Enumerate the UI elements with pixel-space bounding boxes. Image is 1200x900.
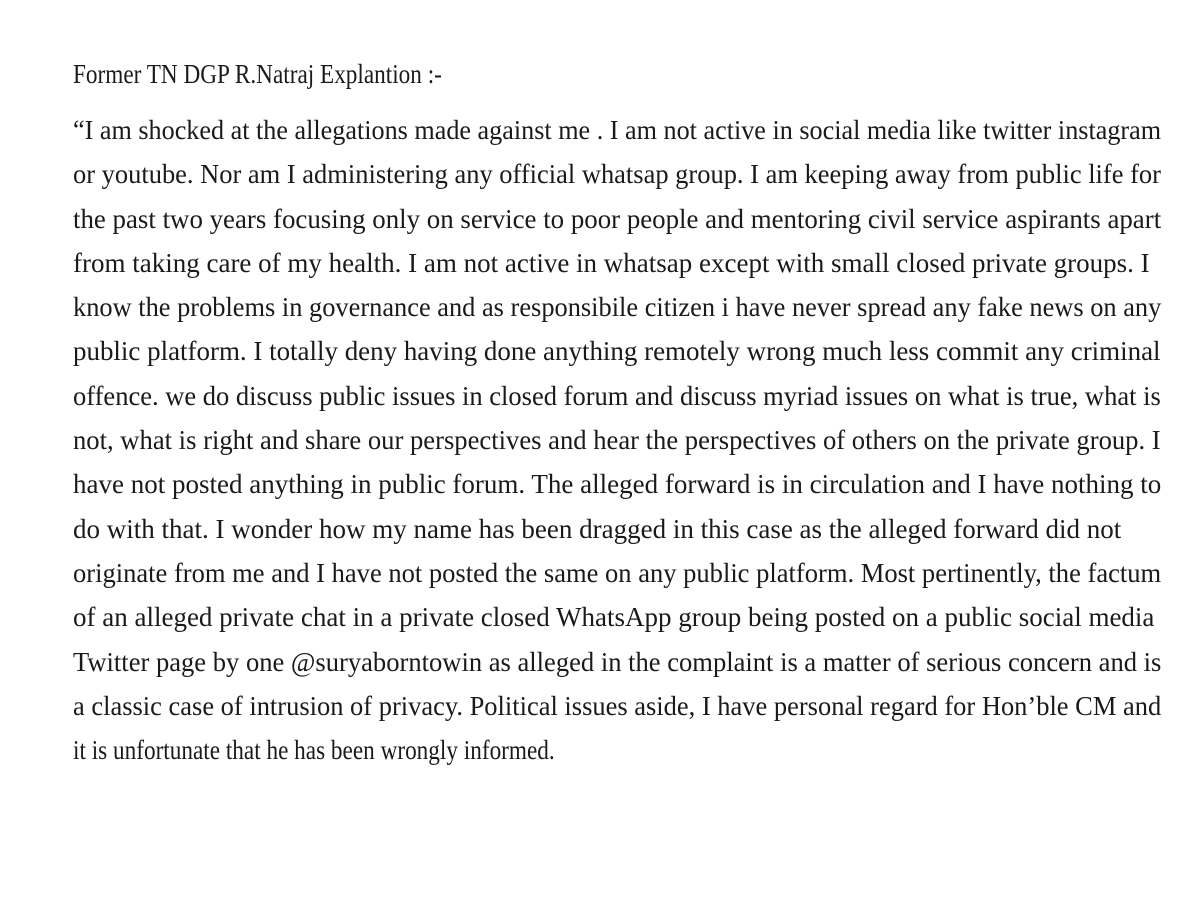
statement-line: it is unfortunate that he has been wrongly informed.: [73, 735, 555, 766]
statement-line: of an alleged private chat in a private closed WhatsApp group being posted on a public social media: [73, 602, 1155, 633]
statement-paragraph: [73, 108, 1161, 772]
document-page: [73, 56, 1161, 772]
statement-line: a classic case of intrusion of privacy. Political issues aside, I have personal regard for Hon’ble CM and: [73, 690, 1162, 721]
statement-line: “I am shocked at the allegations made against me . I am not active in social media like twitter instagram: [73, 115, 1162, 145]
statement-line: or youtube. Nor am I administering any official whatsap group. I am keeping away from public life for: [73, 159, 1161, 190]
statement-line: originate from me and I have not posted the same on any public platform. Most pertinently, the factum: [73, 557, 1162, 588]
statement-line: the past two years focusing only on service to poor people and mentoring civil service aspirants apart: [73, 203, 1162, 234]
statement-line: not, what is right and share our perspectives and hear the perspectives of others on the private group. I: [73, 425, 1161, 456]
statement-line: have not posted anything in public forum. The alleged forward is in circulation and I have nothing to: [73, 469, 1162, 500]
document-heading: Former TN DGP R.Natraj Explantion :-: [73, 59, 442, 89]
statement-line: know the problems in governance and as responsibile citizen i have never spread any fake news on any: [73, 292, 1162, 323]
statement-line: do with that. I wonder how my name has been dragged in this case as the alleged forward did not: [73, 513, 1122, 544]
statement-line: offence. we do discuss public issues in closed forum and discuss myriad issues on what is true, what is: [73, 380, 1161, 411]
statement-line: Twitter page by one @suryaborntowin as alleged in the complaint is a matter of serious concern and is: [73, 646, 1162, 677]
statement-line: from taking care of my health. I am not active in whatsap except with small closed private groups. I: [73, 247, 1150, 278]
statement-line: public platform. I totally deny having done anything remotely wrong much less commit any criminal: [73, 336, 1161, 367]
